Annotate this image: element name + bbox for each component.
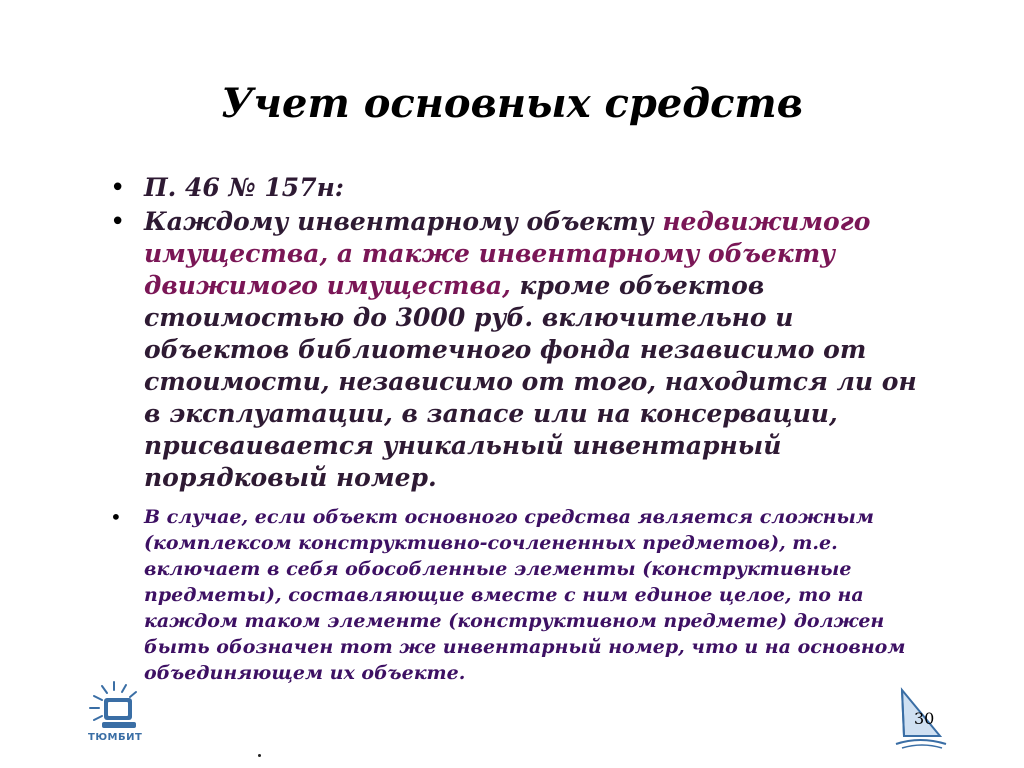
bullet-text: П. 46 № 157н: bbox=[144, 173, 345, 202]
logo-text: ТЮМБИТ bbox=[88, 732, 143, 743]
bullet-marker: • bbox=[110, 207, 126, 237]
bullet-item bbox=[110, 504, 920, 686]
stray-dot bbox=[258, 754, 261, 757]
bullet-text: В случае, если объект основного средства является сложным (комплексом конструктивно-сочлененных предметов), т.е. включает в себя обособленные элементы (конструктивные предметы), составляющие вместе с ним единое целое, то на каждом таком элементе (конструктивном предмете) должен быть обозначен тот же инвентарный номер, что и на основном объединяющем их объекте. bbox=[144, 506, 906, 684]
slide-title: Учет основных средств bbox=[220, 80, 804, 127]
bullet-marker: • bbox=[110, 173, 126, 203]
bullet-text-part1: Каждому инвентарному объекту bbox=[144, 207, 663, 236]
bullet-marker: • bbox=[110, 505, 122, 529]
bullet-item bbox=[110, 206, 920, 494]
bullet-text-highlight: недвижимого имущества, а также инвентарному объекту движимого имущества, bbox=[144, 207, 871, 300]
bullet-list bbox=[110, 172, 920, 686]
page-number: 30 bbox=[914, 709, 935, 728]
bullet-text-part2: кроме объектов стоимостью до 3000 руб. включительно и объектов библиотечного фонда независимо от стоимости, независимо от того, находится ли он в эксплуатации, в запасе или на консервации, присваивается уникальный инвентарный порядковый номер. bbox=[144, 271, 917, 492]
bullet-item bbox=[110, 172, 920, 204]
